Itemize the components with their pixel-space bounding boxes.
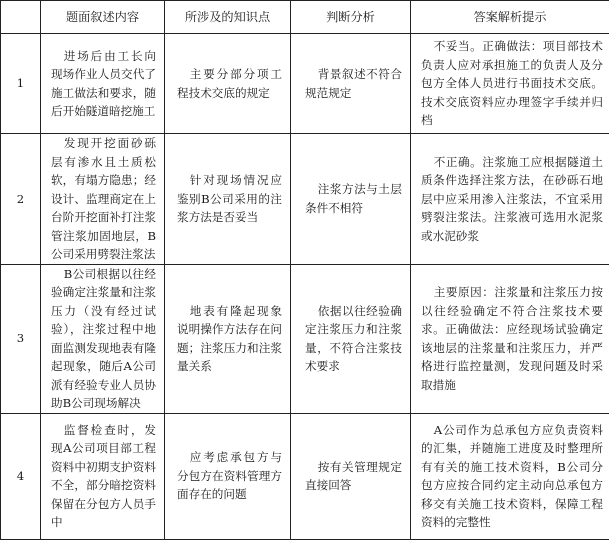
table-row [1, 413, 609, 539]
row-knowledge: 应考虑承包方与分包方在资料管理方面存在的问题 [165, 413, 291, 539]
header-index [1, 1, 41, 34]
row-index: 3 [1, 264, 41, 413]
header-knowledge: 所涉及的知识点 [165, 1, 291, 34]
row-analysis: 注浆方法与土层条件不相符 [291, 134, 411, 265]
table-header-row [1, 1, 609, 34]
row-content: 发现开挖面砂砾层有渗水且土质松软，有塌方隐患；经设计、监理商定在上台阶开挖面补打注浆管注浆加固地层，B公司采用劈裂注浆法 [41, 134, 165, 265]
row-analysis: 依据以往经验确定注浆压力和注浆量，不符合注浆技术要求 [291, 264, 411, 413]
row-index: 1 [1, 34, 41, 134]
row-content: 进场后由工长向现场作业人员交代了施工做法和要求，随后开始隧道暗挖施工 [41, 34, 165, 134]
row-answer: 不正确。注浆施工应根据隧道土质条件选择注浆方法，在砂砾石地层中应采用渗入注浆法，不宜采用劈裂注浆法。注浆液可选用水泥浆或水泥砂浆 [411, 134, 609, 265]
table-row [1, 264, 609, 413]
row-content: 监督检查时，发现A公司项目部工程资料中初期支护资料不全，部分暗挖资料保留在分包方人员手中 [41, 413, 165, 539]
row-content: B公司根据以往经验确定注浆量和注浆压力（没有经过试验），注浆过程中地面监测发现地表有隆起现象，随后A公司派有经验专业人员协助B公司现场解决 [41, 264, 165, 413]
row-knowledge: 针对现场情况应鉴别B公司采用的注浆方法是否妥当 [165, 134, 291, 265]
table-row [1, 34, 609, 134]
row-analysis: 背景叙述不符合规范规定 [291, 34, 411, 134]
row-analysis: 按有关管理规定直接回答 [291, 413, 411, 539]
row-index: 2 [1, 134, 41, 265]
row-knowledge: 主要分部分项工程技术交底的规定 [165, 34, 291, 134]
row-knowledge: 地表有隆起现象说明操作方法存在问题；注浆压力和注浆量关系 [165, 264, 291, 413]
row-answer: 主要原因：注浆量和注浆压力按以往经验确定不符合注浆技术要求。正确做法：应经现场试验确定该地层的注浆量和注浆压力，并严格进行监控量测，发现问题及时采取措施 [411, 264, 609, 413]
row-answer: A公司作为总承包方应负责资料的汇集，并随施工进度及时整理所有有关的施工技术资料，B公司分包方应按合同约定主动向总承包方移交有关施工技术资料，保障工程资料的完整性 [411, 413, 609, 539]
table-row [1, 134, 609, 265]
header-analysis: 判断分析 [291, 1, 411, 34]
header-answer: 答案解析提示 [411, 1, 609, 34]
header-content: 题面叙述内容 [41, 1, 165, 34]
row-index: 4 [1, 413, 41, 539]
row-answer: 不妥当。正确做法：项目部技术负责人应对承担施工的负责人及分包方全体人员进行书面技术交底。技术交底资料应办理签字手续并归档 [411, 34, 609, 134]
